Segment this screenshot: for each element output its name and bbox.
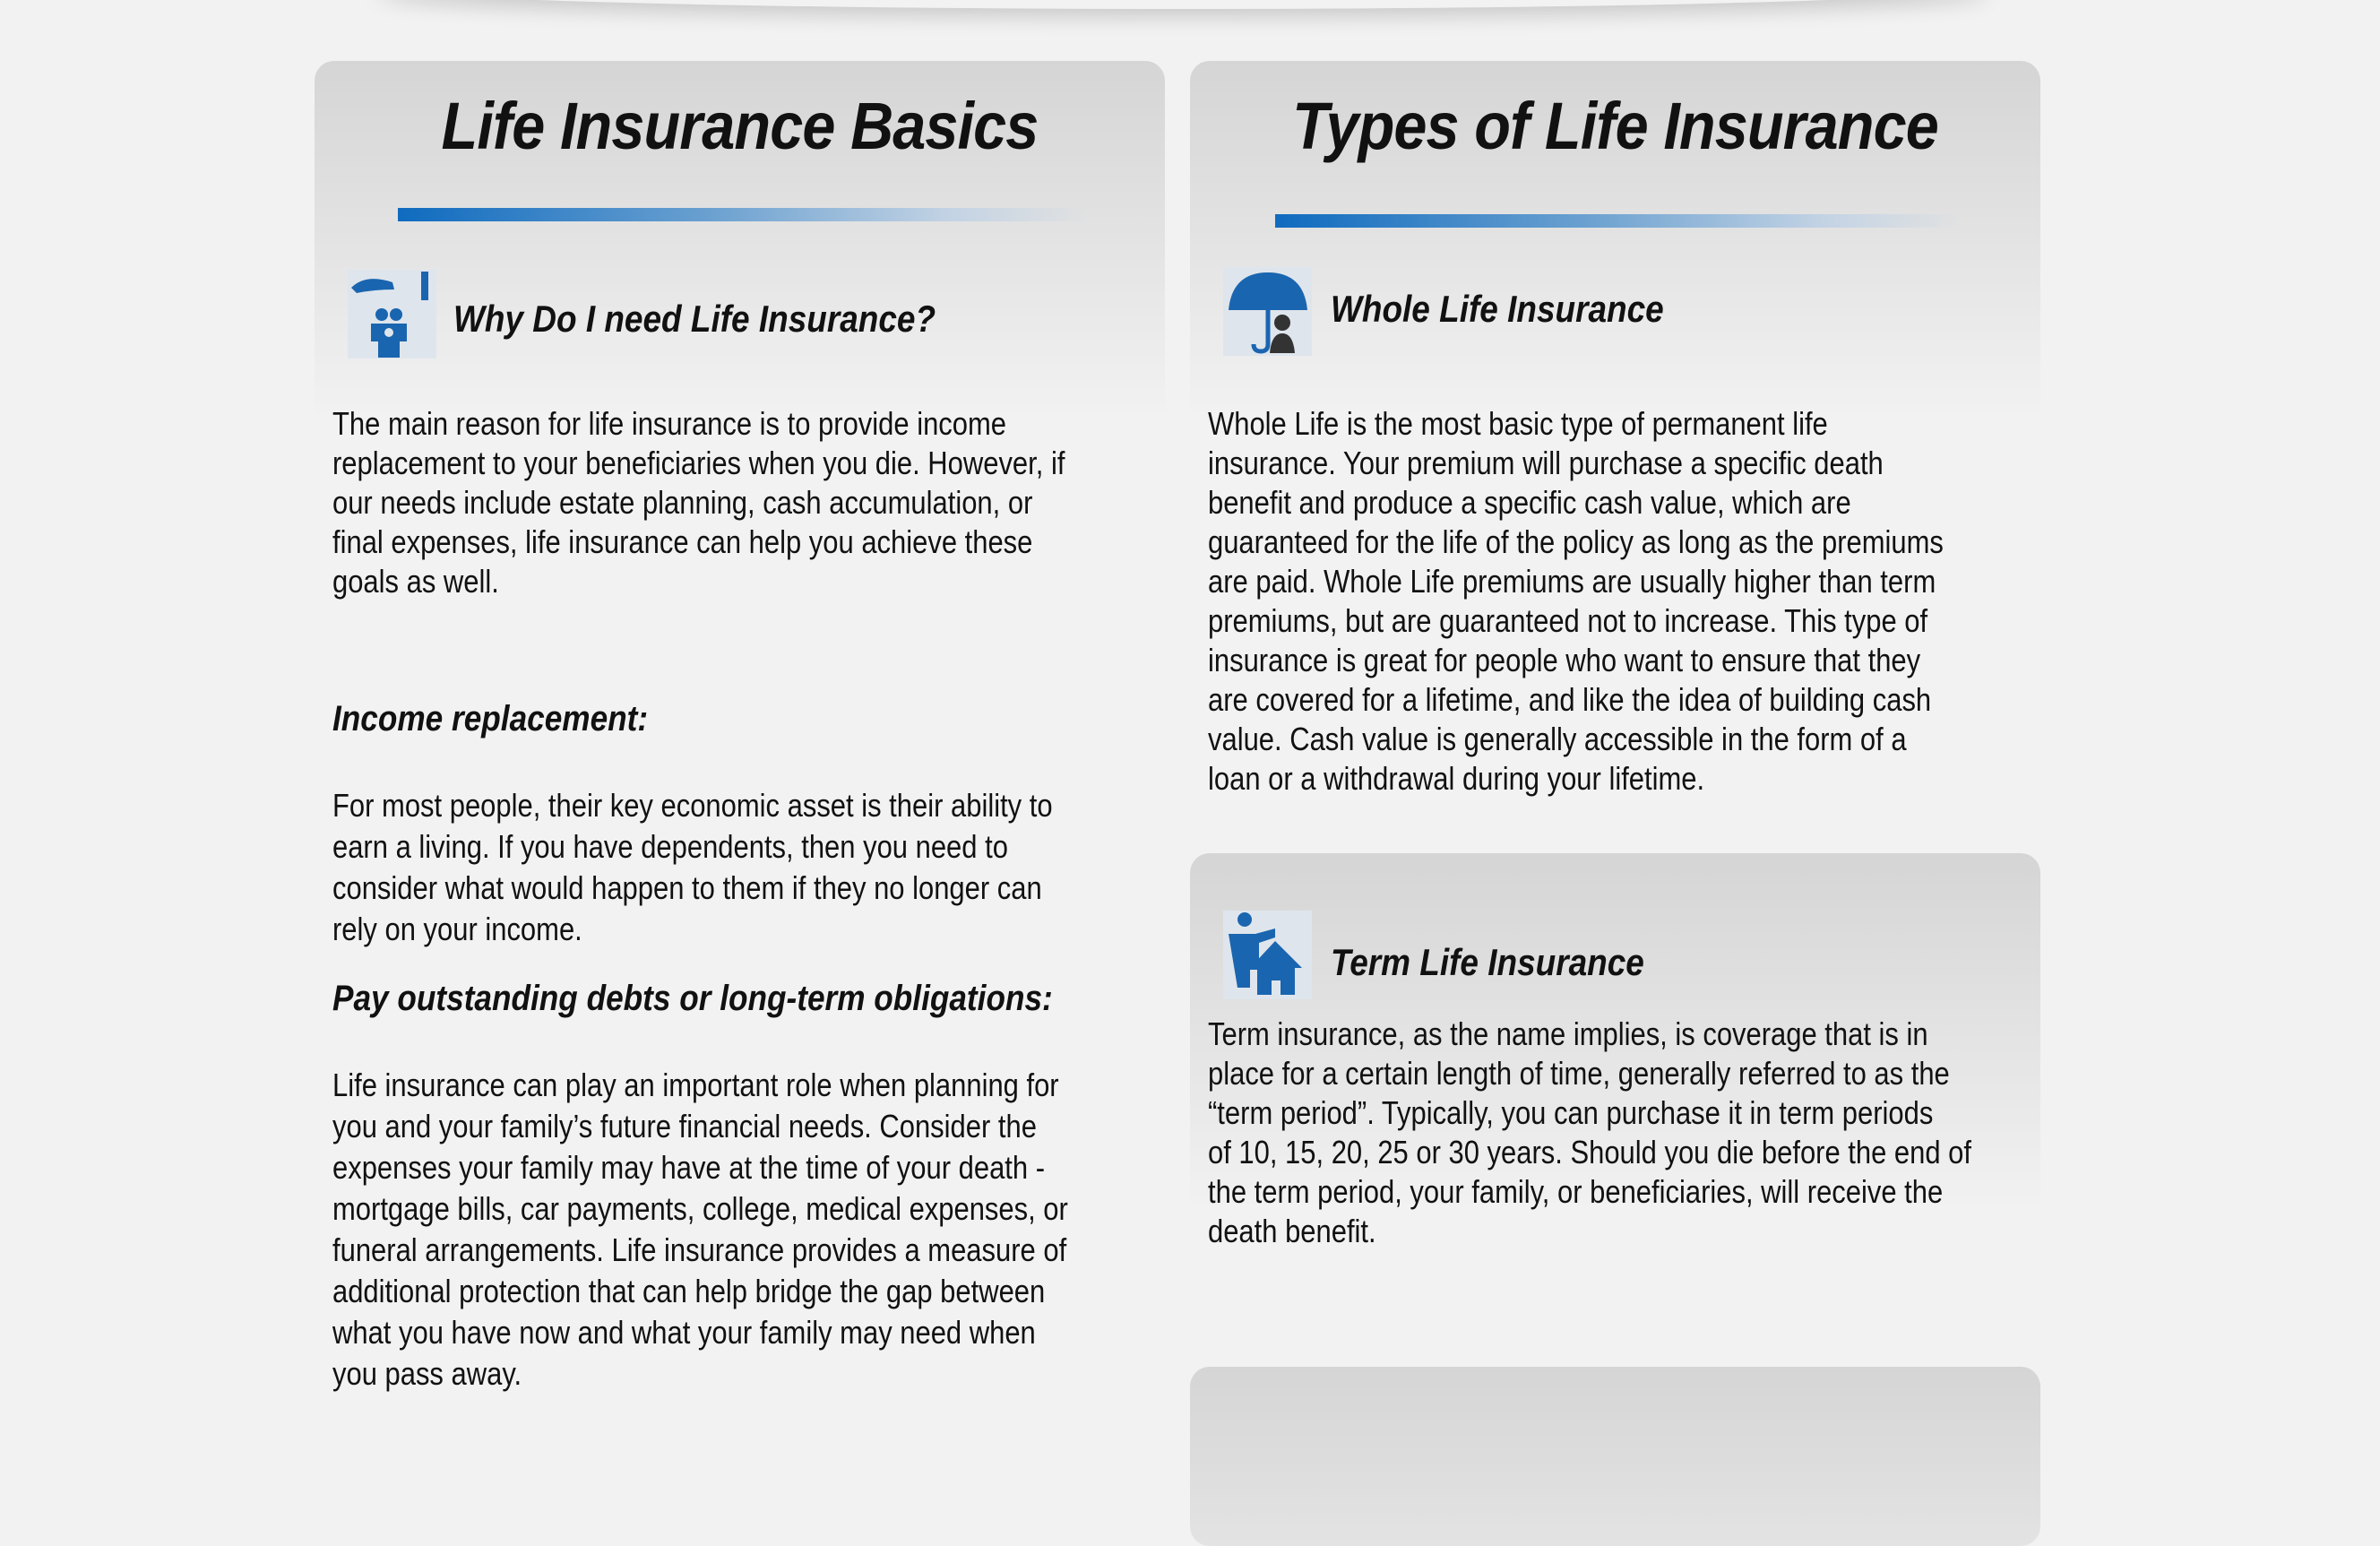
text-line: are covered for a lifetime, and like the idea of building cash bbox=[1208, 681, 1932, 718]
text-line: consider what would happen to them if they no longer can bbox=[332, 869, 1042, 906]
text-line: The main reason for life insurance is to provide income bbox=[332, 405, 1007, 442]
income-paragraph bbox=[332, 785, 1169, 950]
text-line: you and your family’s future financial needs. Consider the bbox=[332, 1108, 1037, 1144]
text-line: are paid. Whole Life premiums are usually higher than term bbox=[1208, 563, 1936, 600]
term-life-heading: Term Life Insurance bbox=[1331, 941, 1644, 983]
text-line: place for a certain length of time, generally referred to as the bbox=[1208, 1055, 1950, 1092]
text-line: Life insurance can play an important role when planning for bbox=[332, 1067, 1059, 1103]
text-line: goals as well. bbox=[332, 563, 499, 600]
life-insurance-basics-card bbox=[315, 61, 1165, 1495]
why-heading: Why Do I need Life Insurance? bbox=[453, 298, 936, 340]
income-heading: Income replacement: bbox=[332, 699, 649, 738]
text-line: what you have now and what your family may need when bbox=[332, 1314, 1036, 1351]
text-line: rely on your income. bbox=[332, 911, 582, 947]
text-line: insurance. Your premium will purchase a specific death bbox=[1208, 445, 1884, 481]
text-line: expenses your family may have at the time of your death - bbox=[332, 1149, 1046, 1186]
whole-life-paragraph bbox=[1208, 404, 2064, 799]
card-title: Types of Life Insurance bbox=[1292, 89, 1938, 163]
term-life-card bbox=[1190, 853, 2040, 1355]
text-line: benefit and produce a specific cash value, which are bbox=[1208, 484, 1851, 521]
term-life-paragraph bbox=[1208, 1015, 2096, 1251]
family-protection-icon bbox=[348, 270, 436, 358]
types-of-life-insurance-card bbox=[1190, 61, 2040, 832]
text-line: the term period, your family, or beneficiaries, will receive the bbox=[1208, 1173, 1944, 1210]
text-line: additional protection that can help bridge the gap between bbox=[332, 1273, 1046, 1309]
text-line: earn a living. If you have dependents, then you need to bbox=[332, 828, 1008, 865]
text-line: mortgage bills, car payments, college, medical expenses, or bbox=[332, 1190, 1068, 1227]
debts-paragraph bbox=[332, 1065, 1187, 1395]
text-line: death benefit. bbox=[1208, 1213, 1376, 1249]
text-line: loan or a withdrawal during your lifetime. bbox=[1208, 760, 1705, 797]
title-underline bbox=[1275, 214, 1961, 228]
debts-heading: Pay outstanding debts or long-term obligations: bbox=[332, 979, 1053, 1018]
text-line: insurance is great for people who want to ensure that they bbox=[1208, 642, 1921, 678]
umbrella-person-icon bbox=[1223, 267, 1312, 356]
text-line: you pass away. bbox=[332, 1355, 522, 1392]
card-title: Life Insurance Basics bbox=[441, 89, 1039, 163]
text-line: our needs include estate planning, cash accumulation, or bbox=[332, 484, 1033, 521]
text-line: Whole Life is the most basic type of permanent life bbox=[1208, 405, 1828, 442]
title-underline bbox=[398, 208, 1088, 221]
text-line: For most people, their key economic asset is their ability to bbox=[332, 787, 1053, 824]
text-line: value. Cash value is generally accessible in the form of a bbox=[1208, 721, 1907, 757]
text-line: Term insurance, as the name implies, is coverage that is in bbox=[1208, 1015, 1928, 1052]
agent-house-icon bbox=[1223, 911, 1312, 999]
next-card bbox=[1190, 1367, 2040, 1546]
text-line: funeral arrangements. Life insurance provides a measure of bbox=[332, 1231, 1067, 1268]
text-line: guaranteed for the life of the policy as long as the premiums bbox=[1208, 523, 1944, 560]
why-paragraph bbox=[332, 404, 1185, 601]
text-line: premiums, but are guaranteed not to increase. This type of bbox=[1208, 602, 1928, 639]
text-line: replacement to your beneficiaries when you die. However, if bbox=[332, 445, 1065, 481]
top-banner-shadow bbox=[376, 0, 1989, 9]
text-line: final expenses, life insurance can help you achieve these bbox=[332, 523, 1033, 560]
text-line: of 10, 15, 20, 25 or 30 years. Should you die before the end of bbox=[1208, 1134, 1972, 1170]
text-line: “term period”. Typically, you can purchase it in term periods bbox=[1208, 1094, 1934, 1131]
whole-life-heading: Whole Life Insurance bbox=[1331, 288, 1664, 330]
